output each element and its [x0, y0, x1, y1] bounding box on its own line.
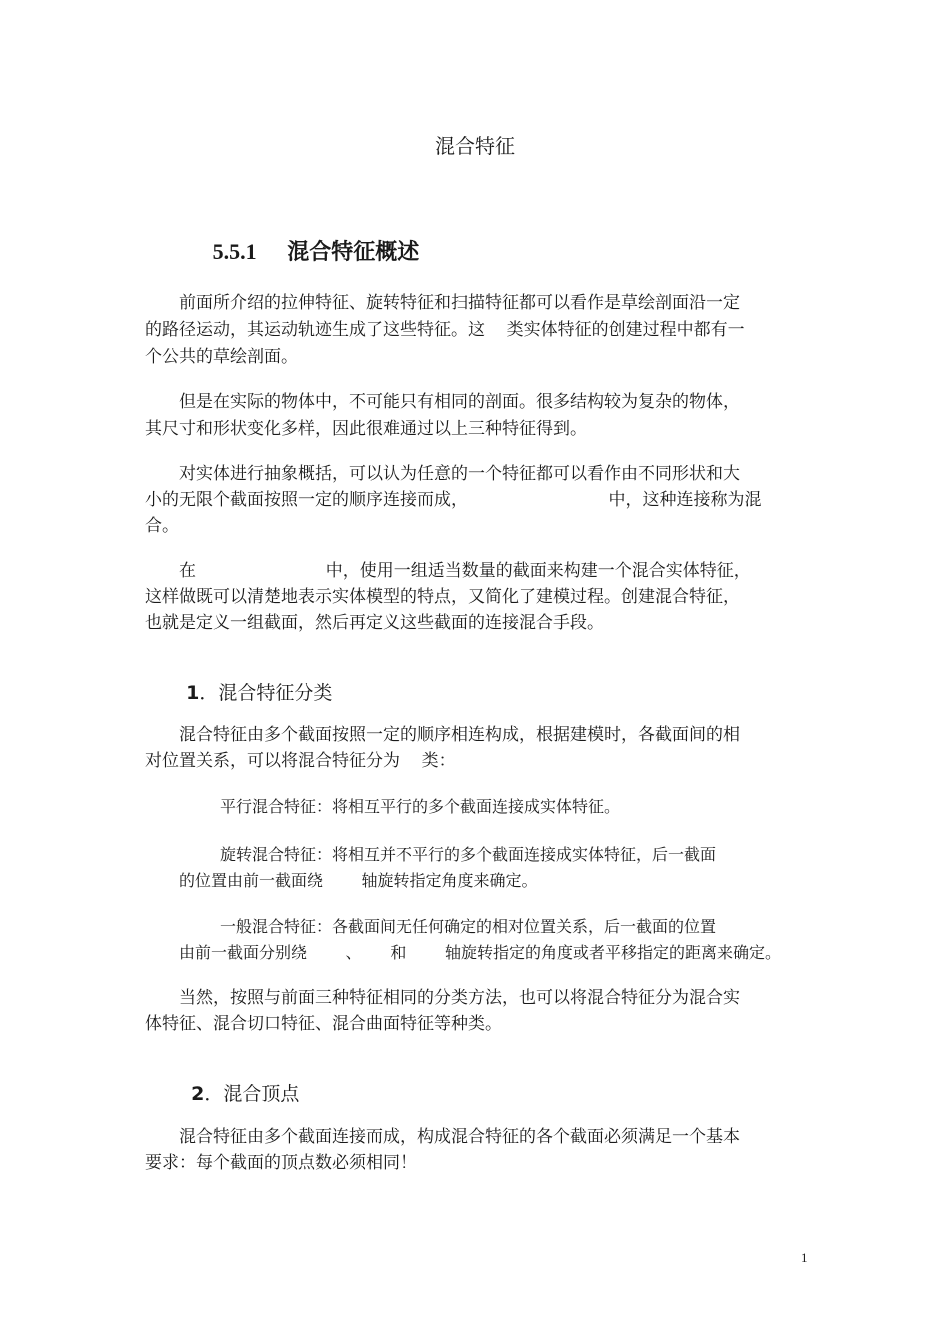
page-number: 1: [801, 1250, 808, 1265]
paragraph-5-line-2: 对位置关系，可以将混合特征分为 类：: [145, 751, 456, 771]
type-parallel-line-1: 平行混合特征：将相互平行的多个截面连接成实体特征。: [220, 797, 621, 816]
paragraph-2-line-2: 其尺寸和形状变化多样，因此很难通过以上三种特征得到。: [145, 419, 587, 439]
paragraph-3-line-1: 对实体进行抽象概括，可以认为任意的一个特征都可以看作由不同形状和大: [179, 464, 740, 484]
section-number: 5.5.1: [212, 239, 257, 264]
paragraph-2-line-1: 但是在实际的物体中，不可能只有相同的剖面。很多结构较为复杂的物体，: [179, 392, 740, 412]
paragraph-3-line-3: 合。: [145, 516, 179, 536]
type-rotational-line-2: 的位置由前一截面绕 轴旋转指定角度来确定。: [179, 871, 538, 890]
subheading-1-text: ．混合特征分类: [199, 682, 333, 704]
subheading-1: [162, 656, 332, 727]
type-rotational-line-1: 旋转混合特征：将相互并不平行的多个截面连接成实体特征，后一截面: [220, 845, 717, 864]
subheading-1-number: 1: [186, 682, 200, 704]
section-heading: [182, 210, 419, 291]
type-general-line-1: 一般混合特征：各截面间无任何确定的相对位置关系，后一截面的位置: [220, 917, 717, 936]
document-title: 混合特征: [435, 134, 515, 158]
paragraph-4-line-1: 在 中，使用一组适当数量的截面来构建一个混合实体特征，: [179, 561, 751, 581]
paragraph-4-line-3: 也就是定义一组截面，然后再定义这些截面的连接混合手段。: [145, 613, 604, 633]
paragraph-3-line-2: 小的无限个截面按照一定的顺序连接而成， 中，这种连接称为混: [145, 490, 762, 510]
paragraph-1-line-2: 的路径运动，其运动轨迹生成了这些特征。这 类实体特征的创建过程中都有一: [145, 320, 745, 340]
paragraph-7-line-1: 混合特征由多个截面连接而成，构成混合特征的各个截面必须满足一个基本: [179, 1127, 740, 1147]
type-general-line-2: 由前一截面分别绕 、 和 轴旋转指定的角度或者平移指定的距离来确定。: [179, 943, 781, 962]
subheading-2-text: ．混合顶点: [204, 1083, 300, 1105]
paragraph-4-line-2: 这样做既可以清楚地表示实体模型的特点，又简化了建模过程。创建混合特征，: [145, 587, 740, 607]
paragraph-6-line-1: 当然，按照与前面三种特征相同的分类方法，也可以将混合特征分为混合实: [179, 988, 740, 1008]
paragraph-5-line-1: 混合特征由多个截面按照一定的顺序相连构成，根据建模时，各截面间的相: [179, 725, 740, 745]
paragraph-1-line-3: 个公共的草绘剖面。: [145, 347, 298, 367]
section-heading-text: 混合特征概述: [287, 240, 420, 265]
paragraph-7-line-2: 要求：每个截面的顶点数必须相同！: [145, 1153, 417, 1173]
subheading-2: [167, 1057, 299, 1128]
paragraph-6-line-2: 体特征、混合切口特征、混合曲面特征等种类。: [145, 1014, 502, 1034]
subheading-2-number: 2: [191, 1083, 205, 1105]
paragraph-1-line-1: 前面所介绍的拉伸特征、旋转特征和扫描特征都可以看作是草绘剖面沿一定: [179, 293, 740, 313]
